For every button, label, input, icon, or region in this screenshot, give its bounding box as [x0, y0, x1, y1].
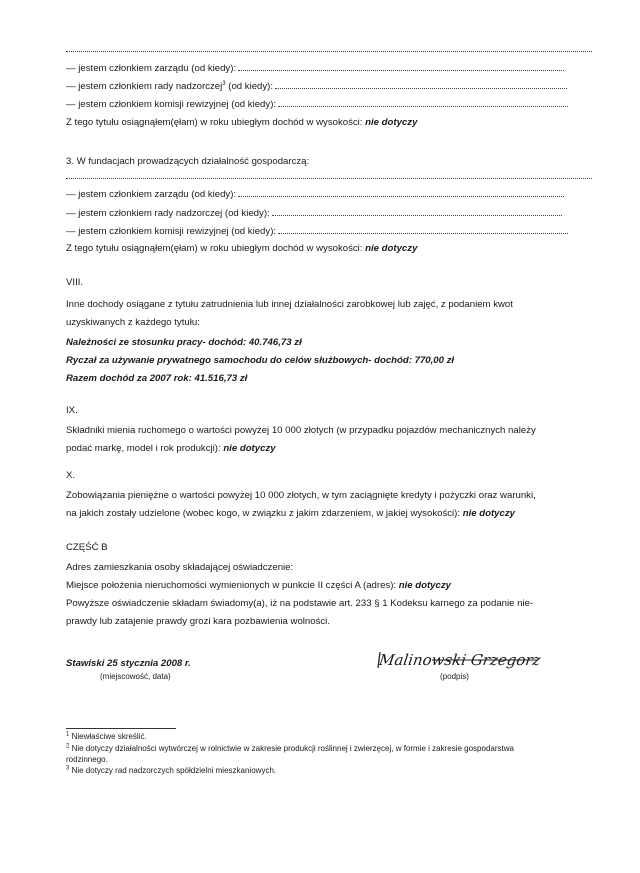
income-value: nie dotyczy — [365, 117, 418, 128]
part-b-heading: CZĘŚĆ B — [66, 542, 108, 553]
signature-text: Malinowski Grzegorz — [377, 651, 542, 669]
footnote-2: $^2$ Nie dotyczy działalności wytwórczej w rolnictwie w zakresie produkcji roślinnej i zwierzęcej, w formie i zakresie gospodarstwa — [66, 743, 514, 753]
signature-caption: (podpis) — [440, 672, 469, 681]
footnote-2-cont: rodzinnego. — [66, 755, 108, 764]
paragraph-line: Zobowiązania pieniężne o wartości powyżej 10 000 złotych, w tym zaciągnięte kredyty i pożyczki oraz warunki, — [66, 490, 536, 501]
blank-line — [66, 51, 592, 52]
field-zarzad: — jestem członkiem zarządu (od kiedy): — [66, 188, 592, 201]
place-date: Stawiski 25 stycznia 2008 r. — [66, 658, 191, 669]
section-3-heading: 3. W fundacjach prowadzących działalność gospodarczą: — [66, 156, 310, 167]
paragraph-line: uzyskiwanych z każdego tytułu: — [66, 317, 200, 328]
section-x-heading: X. — [66, 470, 76, 481]
income-item: Należności ze stosunku pracy- dochód: 40.746,73 zł — [66, 337, 302, 348]
paragraph-line: Inne dochody osiągane z tytułu zatrudnienia lub innej działalności zarobkowej lub zajęć, z podaniem kwot — [66, 299, 513, 310]
footnote-separator — [66, 728, 176, 729]
field-komisja: — jestem członkiem komisji rewizyjnej (od kiedy): — [66, 225, 592, 238]
statement-line: Powyższe oświadczenie składam świadomy(a), iż na podstawie art. 233 § 1 Kodeksu karnego za podanie nie- — [66, 598, 534, 609]
x-value: nie dotyczy — [462, 508, 515, 519]
income-line: Z tego tytułu osiągnąłem(ęłam) w roku ubiegłym dochód w wysokości: nie dotyczy — [66, 117, 418, 128]
field-rada: — jestem członkiem rady nadzorczej (od kiedy): — [66, 207, 592, 220]
field-komisja: — jestem członkiem komisji rewizyjnej (od kiedy): — [66, 98, 592, 111]
blank-line — [66, 178, 592, 179]
paragraph-line: podać markę, model i rok produkcji): nie dotyczy — [66, 443, 276, 454]
ix-value: nie dotyczy — [223, 443, 276, 454]
section-viii-heading: VIII. — [66, 277, 84, 288]
income-value: nie dotyczy — [365, 243, 418, 254]
income-line: Z tego tytułu osiągnąłem(ęłam) w roku ubiegłym dochód w wysokości: nie dotyczy — [66, 243, 418, 254]
address-line: Adres zamieszkania osoby składającej oświadczenie: — [66, 562, 294, 573]
income-total: Razem dochód za 2007 rok: 41.516,73 zł — [66, 373, 248, 384]
property-line: Miejsce położenia nieruchomości wymienionych w punkcie II części A (adres): nie dotyczy — [66, 580, 451, 591]
paragraph-line: na jakich zostały udzielone (wobec kogo, w związku z jakim zdarzeniem, w jakiej wysokości): nie dotyczy — [66, 508, 515, 519]
field-zarzad: — jestem członkiem zarządu (od kiedy): — [66, 62, 592, 75]
footnote-3: $^3$ Nie dotyczy rad nadzorczych spółdzielni mieszkaniowych. — [66, 765, 277, 775]
property-value: nie dotyczy — [398, 580, 451, 591]
section-ix-heading: IX. — [66, 405, 78, 416]
income-item: Ryczał za używanie prywatnego samochodu do celów służbowych- dochód: 770,00 zł — [66, 355, 455, 366]
statement-line: prawdy lub zatajenie prawdy grozi kara pozbawienia wolności. — [66, 616, 330, 627]
footnote-1: $^1$ Niewłaściwe skreślić. — [66, 731, 147, 741]
paragraph-line: Składniki mienia ruchomego o wartości powyżej 10 000 złotych (w przypadku pojazdów mechanicznych należy — [66, 425, 536, 436]
place-date-caption: (miejscowość, data) — [100, 672, 171, 681]
field-rada: — jestem członkiem rady nadzorczej$^3$ (od kiedy): — [66, 80, 592, 93]
